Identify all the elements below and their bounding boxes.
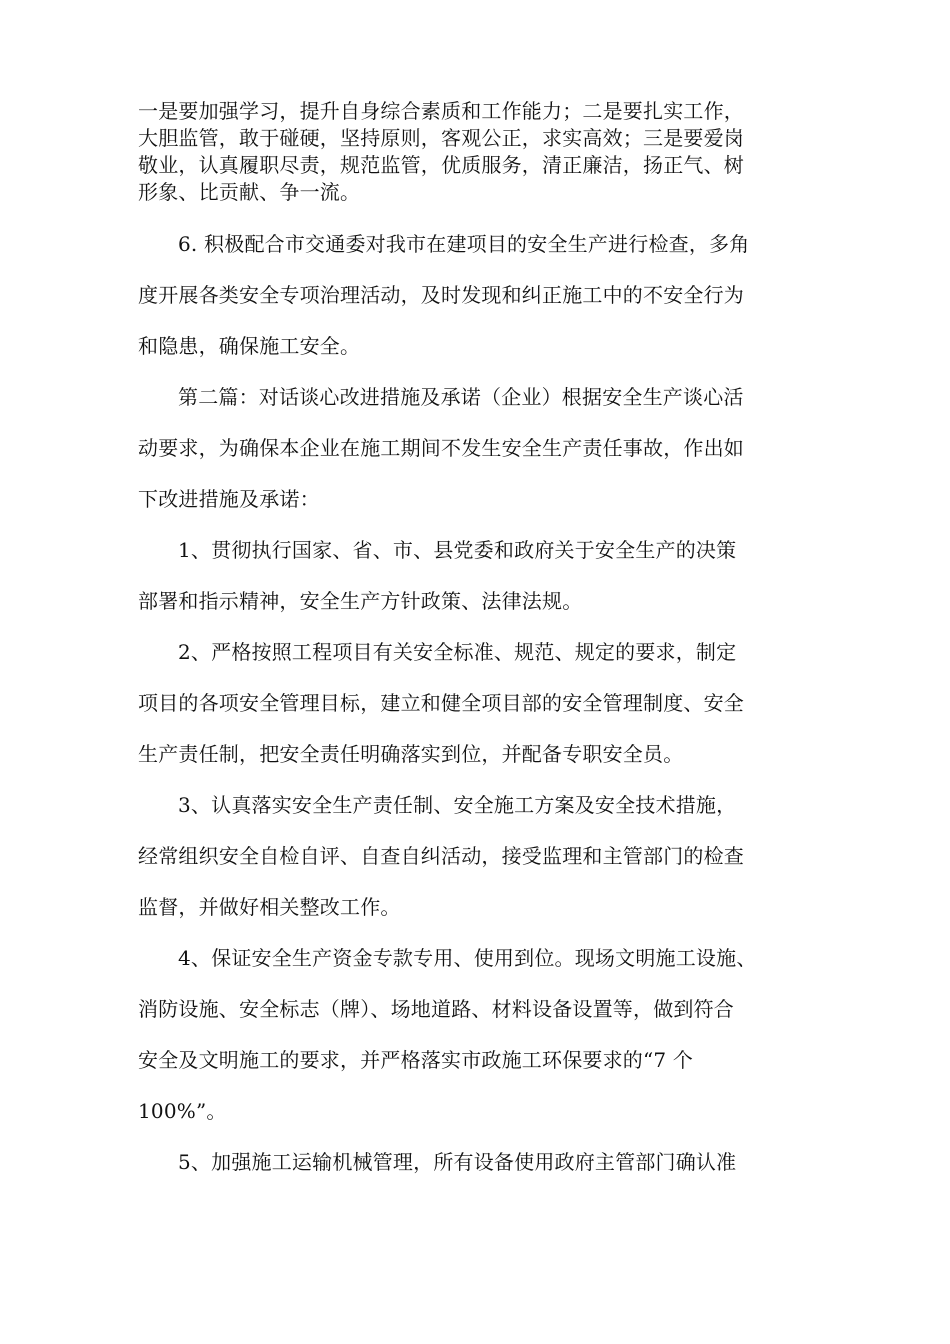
text-line: 大胆监管，敢于碰硬，坚持原则，客观公正，求实高效；三是要爱岗 (138, 126, 744, 150)
text-line: 1、贯彻执行国家、省、市、县党委和政府关于安全生产的决策 (178, 538, 737, 562)
text-line: 部署和指示精神，安全生产方针政策、法律法规。 (138, 589, 583, 613)
paragraph-item-6 (138, 219, 813, 372)
text-line: 第二篇：对话谈心改进措施及承诺（企业）根据安全生产谈心活 (178, 385, 744, 409)
text-line: 3、认真落实安全生产责任制、安全施工方案及安全技术措施， (178, 793, 737, 817)
paragraph-section-two (138, 372, 813, 525)
text-line: 消防设施、安全标志（牌）、场地道路、材料设备设置等，做到符合 (138, 997, 734, 1021)
text-line: 安全及文明施工的要求，并严格落实市政施工环保要求的“7 个 (138, 1048, 694, 1072)
paragraph-item-2 (138, 627, 813, 780)
text-line: 监督，并做好相关整改工作。 (138, 895, 401, 919)
text-line: 100%”。 (138, 1099, 227, 1123)
text-line: 项目的各项安全管理目标，建立和健全项目部的安全管理制度、安全 (138, 691, 744, 715)
paragraph-item-5 (138, 1137, 813, 1188)
text-line: 2、严格按照工程项目有关安全标准、规范、规定的要求，制定 (178, 640, 737, 664)
text-line: 度开展各类安全专项治理活动，及时发现和纠正施工中的不安全行为 (138, 283, 744, 307)
text-line: 下改进措施及承诺： (138, 487, 320, 511)
text-line: 6. 积极配合市交通委对我市在建项目的安全生产进行检查，多角 (178, 232, 750, 256)
text-line: 经常组织安全自检自评、自查自纠活动，接受监理和主管部门的检查 (138, 844, 744, 868)
paragraph-intro (138, 98, 813, 206)
text-line: 动要求，为确保本企业在施工期间不发生安全生产责任事故，作出如 (138, 436, 744, 460)
document-body (138, 98, 813, 1188)
text-line: 形象、比贡献、争一流。 (138, 180, 361, 204)
text-line: 和隐患，确保施工安全。 (138, 334, 361, 358)
paragraph-item-3 (138, 780, 813, 933)
text-line: 敬业，认真履职尽责，规范监管，优质服务，清正廉洁，扬正气、树 (138, 153, 744, 177)
text-line: 一是要加强学习，提升自身综合素质和工作能力；二是要扎实工作， (138, 99, 744, 123)
text-line: 生产责任制，把安全责任明确落实到位，并配备专职安全员。 (138, 742, 684, 766)
paragraph-item-1 (138, 525, 813, 627)
text-line: 4、保证安全生产资金专款专用、使用到位。现场文明施工设施、 (178, 946, 757, 970)
text-line: 5、加强施工运输机械管理，所有设备使用政府主管部门确认准 (178, 1150, 737, 1174)
paragraph-item-4 (138, 933, 813, 1137)
